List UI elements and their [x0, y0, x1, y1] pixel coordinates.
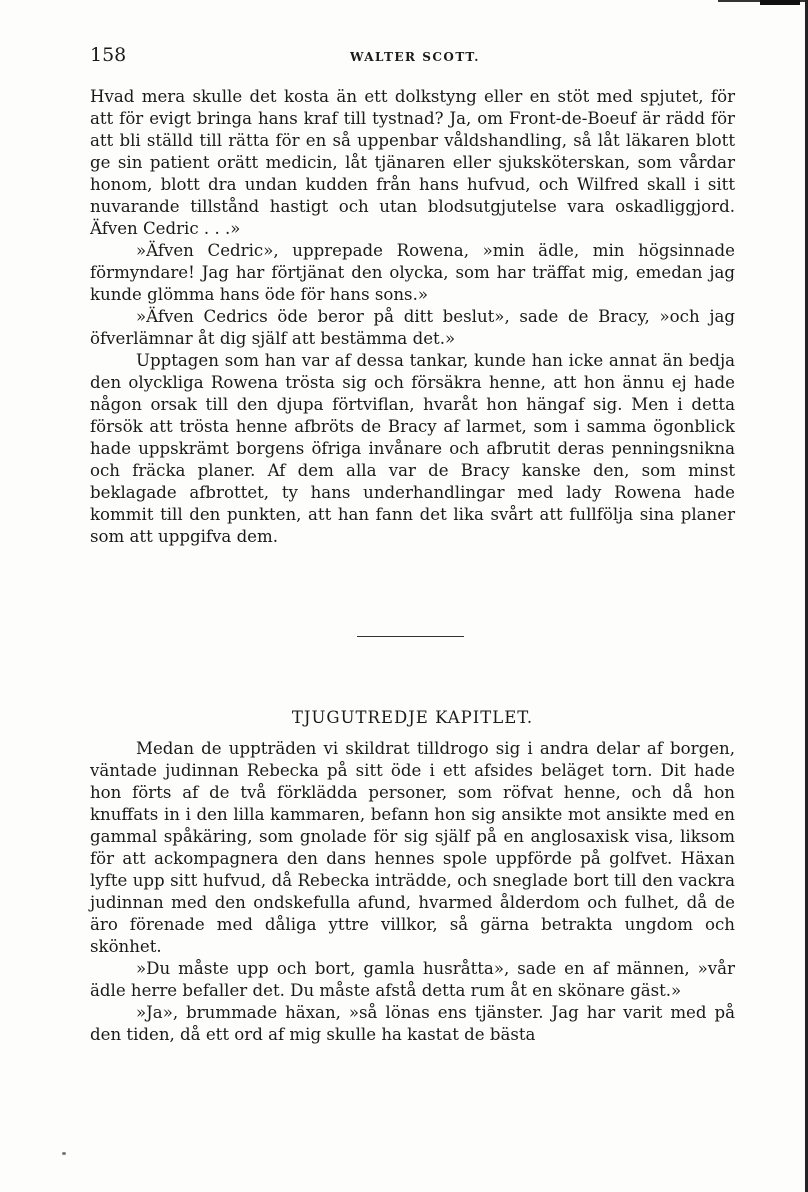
chapter-title: TJUGUTREDJE KAPITLET. — [291, 708, 534, 727]
body-text-section-1 — [90, 86, 735, 548]
paragraph: »Ja», brummade häxan, »så lönas ens tjänster. Jag har varit med på den tiden, då ett ord af mig skulle ha kastat de bästa — [90, 1003, 735, 1044]
paragraph: Hvad mera skulle det kosta än ett dolkstyng eller en stöt med spjutet, för att för evigt bringa hans kraf till tystnad? Ja, om Front-de-Boeuf är rädd för att bli ställd till rätta för en så uppenbar våldshandling, så låt läkaren blott ge sin patient orätt medicin, låt tjänaren eller sjuksköterskan, som vårdar honom, blott dra undan kudden från hans hufvud, och Wilfred skall i sitt nuvarande tillstånd hastigt och utan blodsutgjutelse vara oskadliggjord. Äfven Cedric . . .» — [90, 87, 735, 238]
page-header — [90, 44, 735, 72]
section-divider — [357, 636, 464, 637]
running-title: WALTER SCOTT. — [350, 50, 480, 64]
paragraph: »Äfven Cedric», upprepade Rowena, »min ädle, min högsinnade förmyndare! Jag har förtjänat den olycka, som har träffat mig, emedan jag kunde glömma hans öde för hans sons.» — [90, 241, 735, 304]
paragraph: »Äfven Cedrics öde beror på ditt beslut», sade de Bracy, »och jag öfverlämnar åt dig själf att bestämma det.» — [90, 307, 735, 348]
paper-speck — [62, 1152, 66, 1155]
page-corner-mark — [760, 0, 800, 5]
paragraph: Medan de uppträden vi skildrat tilldrogo sig i andra delar af borgen, väntade judinnan Rebecka på sitt öde i ett afsides beläget torn. Dit hade hon förts af de två förklädda personer, som röfvat henne, och då hon knuffats in i den lilla kammaren, befann hon sig ansikte mot ansikte med en gammal spåkäring, som gnolade för sig själf på en anglosaxisk visa, liksom för att ackompagnera den dans hennes spole uppförde på golfvet. Häxan lyfte upp sitt hufvud, då Rebecka inträdde, och sneglade bort till den vackra judinnan med den ondskefulla afund, hvarmed ålderdom och fulhet, då de äro förenade med dåliga yttre villkor, så gärna betrakta ungdom och skönhet. — [90, 739, 735, 956]
page-number: 158 — [90, 44, 127, 66]
body-text-chapter — [90, 738, 735, 1046]
paragraph: »Du måste upp och bort, gamla husråtta», sade en af männen, »vår ädle herre befaller det. Du måste afstå detta rum åt en skönare gäst.» — [90, 959, 735, 1000]
paragraph: Upptagen som han var af dessa tankar, kunde han icke annat än bedja den olyckliga Rowena trösta sig och försäkra henne, att hon ännu ej hade någon orsak till den djupa förtviflan, hvaråt hon hängaf sig. Men i detta försök att trösta henne afbröts de Bracy af larmet, som i samma ögonblick hade uppskrämt borgens öfriga invånare och afbrutit deras penningsnikna och fräcka planer. Af dem alla var de Bracy kanske den, som minst beklagade afbrottet, ty hans underhandlingar med lady Rowena hade kommit till den punkten, att han fann det lika svårt att fullfölja sina planer som att uppgifva dem. — [90, 351, 735, 546]
